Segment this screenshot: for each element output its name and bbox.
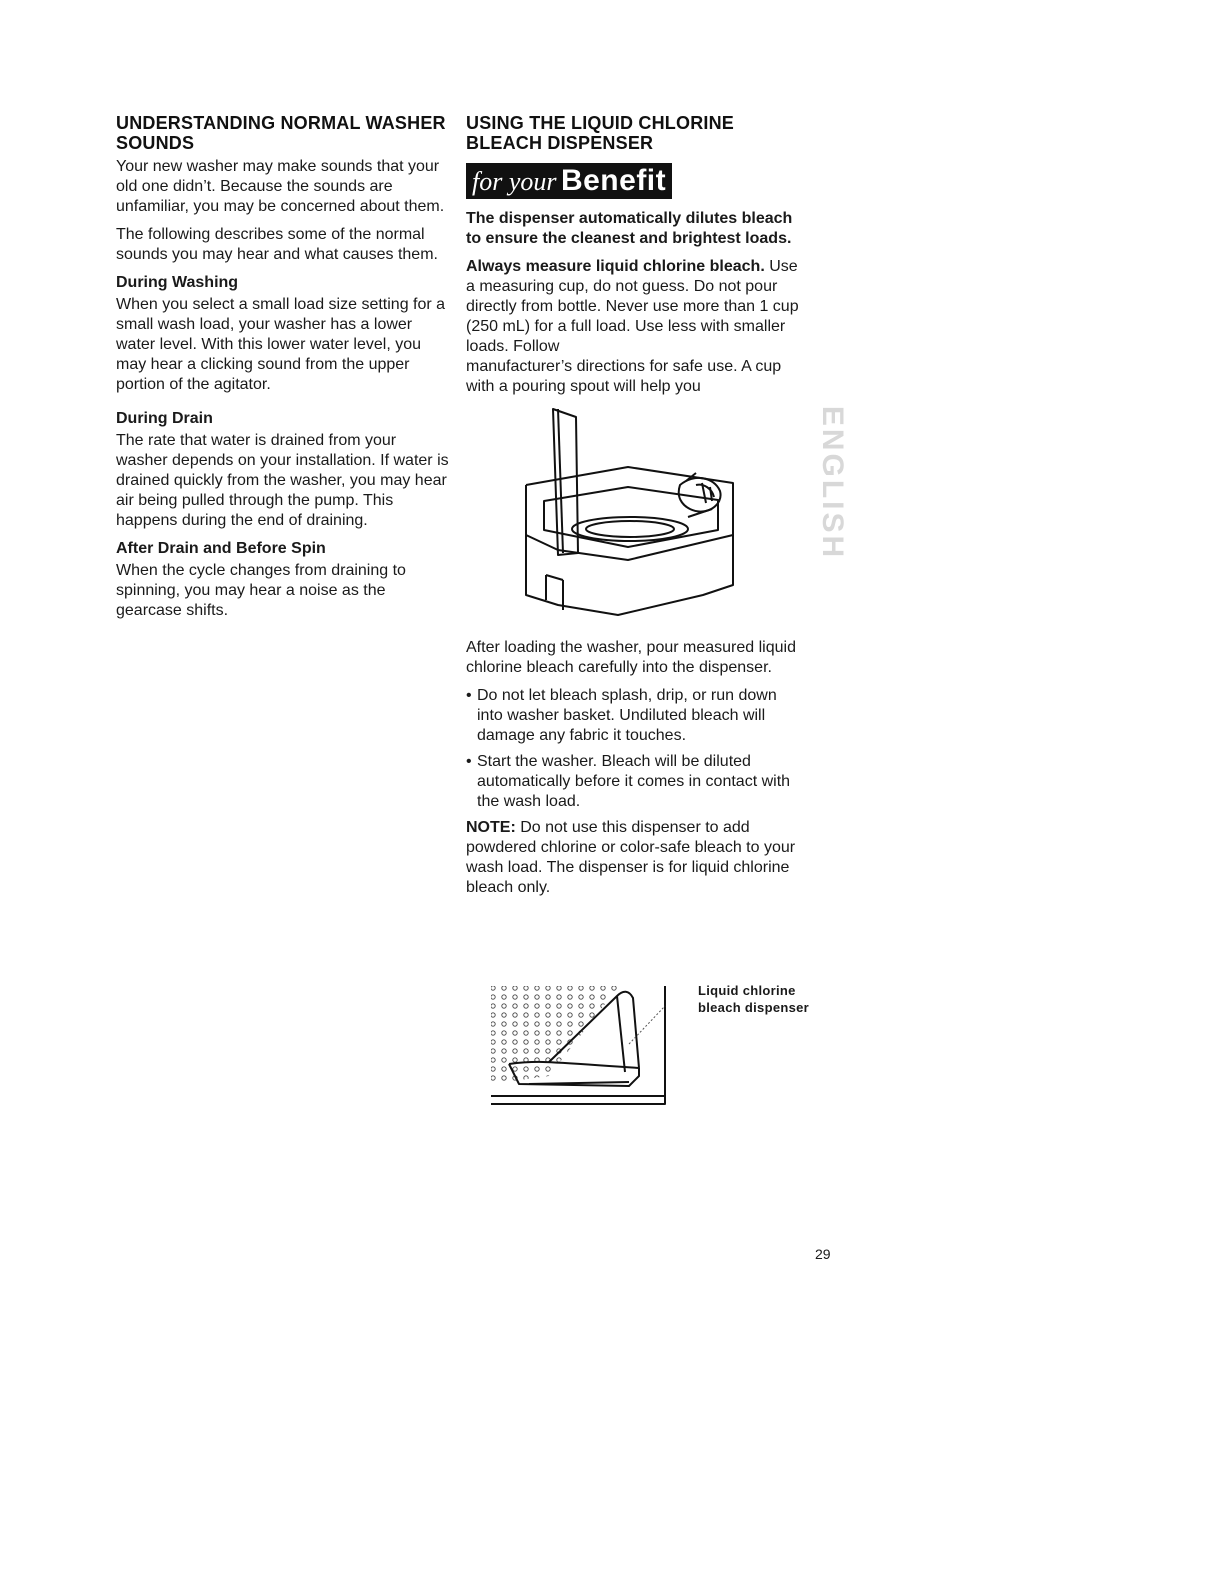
after-drain-title: After Drain and Before Spin [116,540,326,557]
bleach-bullets [466,686,806,812]
left-column [116,113,451,629]
language-side-tab [816,398,850,568]
note-paragraph [466,818,806,898]
bleach-heading: USING THE LIQUID CHLORINE BLEACH DISPENSER [466,113,735,153]
note-text: Do not use this dispenser to add powdered chlorine or color-safe bleach to your wash load. The dispenser is for liquid chlorine bleach only. [466,819,796,896]
during-washing-text: When you select a small load size setting for a small wash load, your washer has a lower water level. With this lower water level, you may hear a clicking sound from the upper portion of the agitator. [116,296,446,393]
sounds-intro-2: The following describes some of the normal sounds you may hear and what causes them. [116,226,438,263]
after-loading-text: After loading the washer, pour measured liquid chlorine bleach carefully into the dispenser. [466,639,796,676]
side-tab-text: ENGLISH [816,405,850,561]
during-drain-title: During Drain [116,410,213,427]
page-number: 29 [815,1246,831,1262]
benefit-big-text: Benefit [560,164,667,197]
washer-icon [518,405,738,630]
list-item: • Do not let bleach splash, drip, or run down into washer basket. Undiluted bleach will damage any fabric it touches. [466,686,806,746]
measure-text-2: manufacturer’s directions for safe use. A cup with a pouring spout will help you [466,358,782,395]
sounds-heading: UNDERSTANDING NORMAL WASHER SOUNDS [116,113,446,153]
measure-bold: Always measure liquid chlorine bleach. [466,258,765,275]
note-label: NOTE: [466,819,516,836]
measure-text-1: Use a measuring cup, do not guess. Do not pour directly from bottle. Never use more than 1 cup (250 mL) for a full load. Use less with smaller loads. Follow [466,258,799,355]
benefit-small-text: for your [472,167,557,196]
sounds-intro-1: Your new washer may make sounds that your old one didn’t. Because the sounds are unfamiliar, you may be concerned about them. [116,158,445,215]
dispenser-callout-label: Liquid chlorine bleach dispenser [698,983,810,1015]
right-column [466,113,806,906]
benefit-text: The dispenser automatically dilutes bleach to ensure the cleanest and brightest loads. [466,210,793,247]
dispenser-closeup-icon [489,984,669,1106]
during-drain-text: The rate that water is drained from your washer depends on your installation. If water is drained quickly from the washer, you may hear air being pulled through the pump. This happens during the end of draining. [116,432,449,529]
for-your-benefit-banner [466,163,672,199]
measure-paragraph [466,257,806,357]
list-item: • Start the washer. Bleach will be diluted automatically before it comes in contact with the wash load. [466,752,806,812]
during-washing-title: During Washing [116,274,239,291]
after-drain-text: When the cycle changes from draining to spinning, you may hear a noise as the gearcase shifts. [116,562,406,619]
